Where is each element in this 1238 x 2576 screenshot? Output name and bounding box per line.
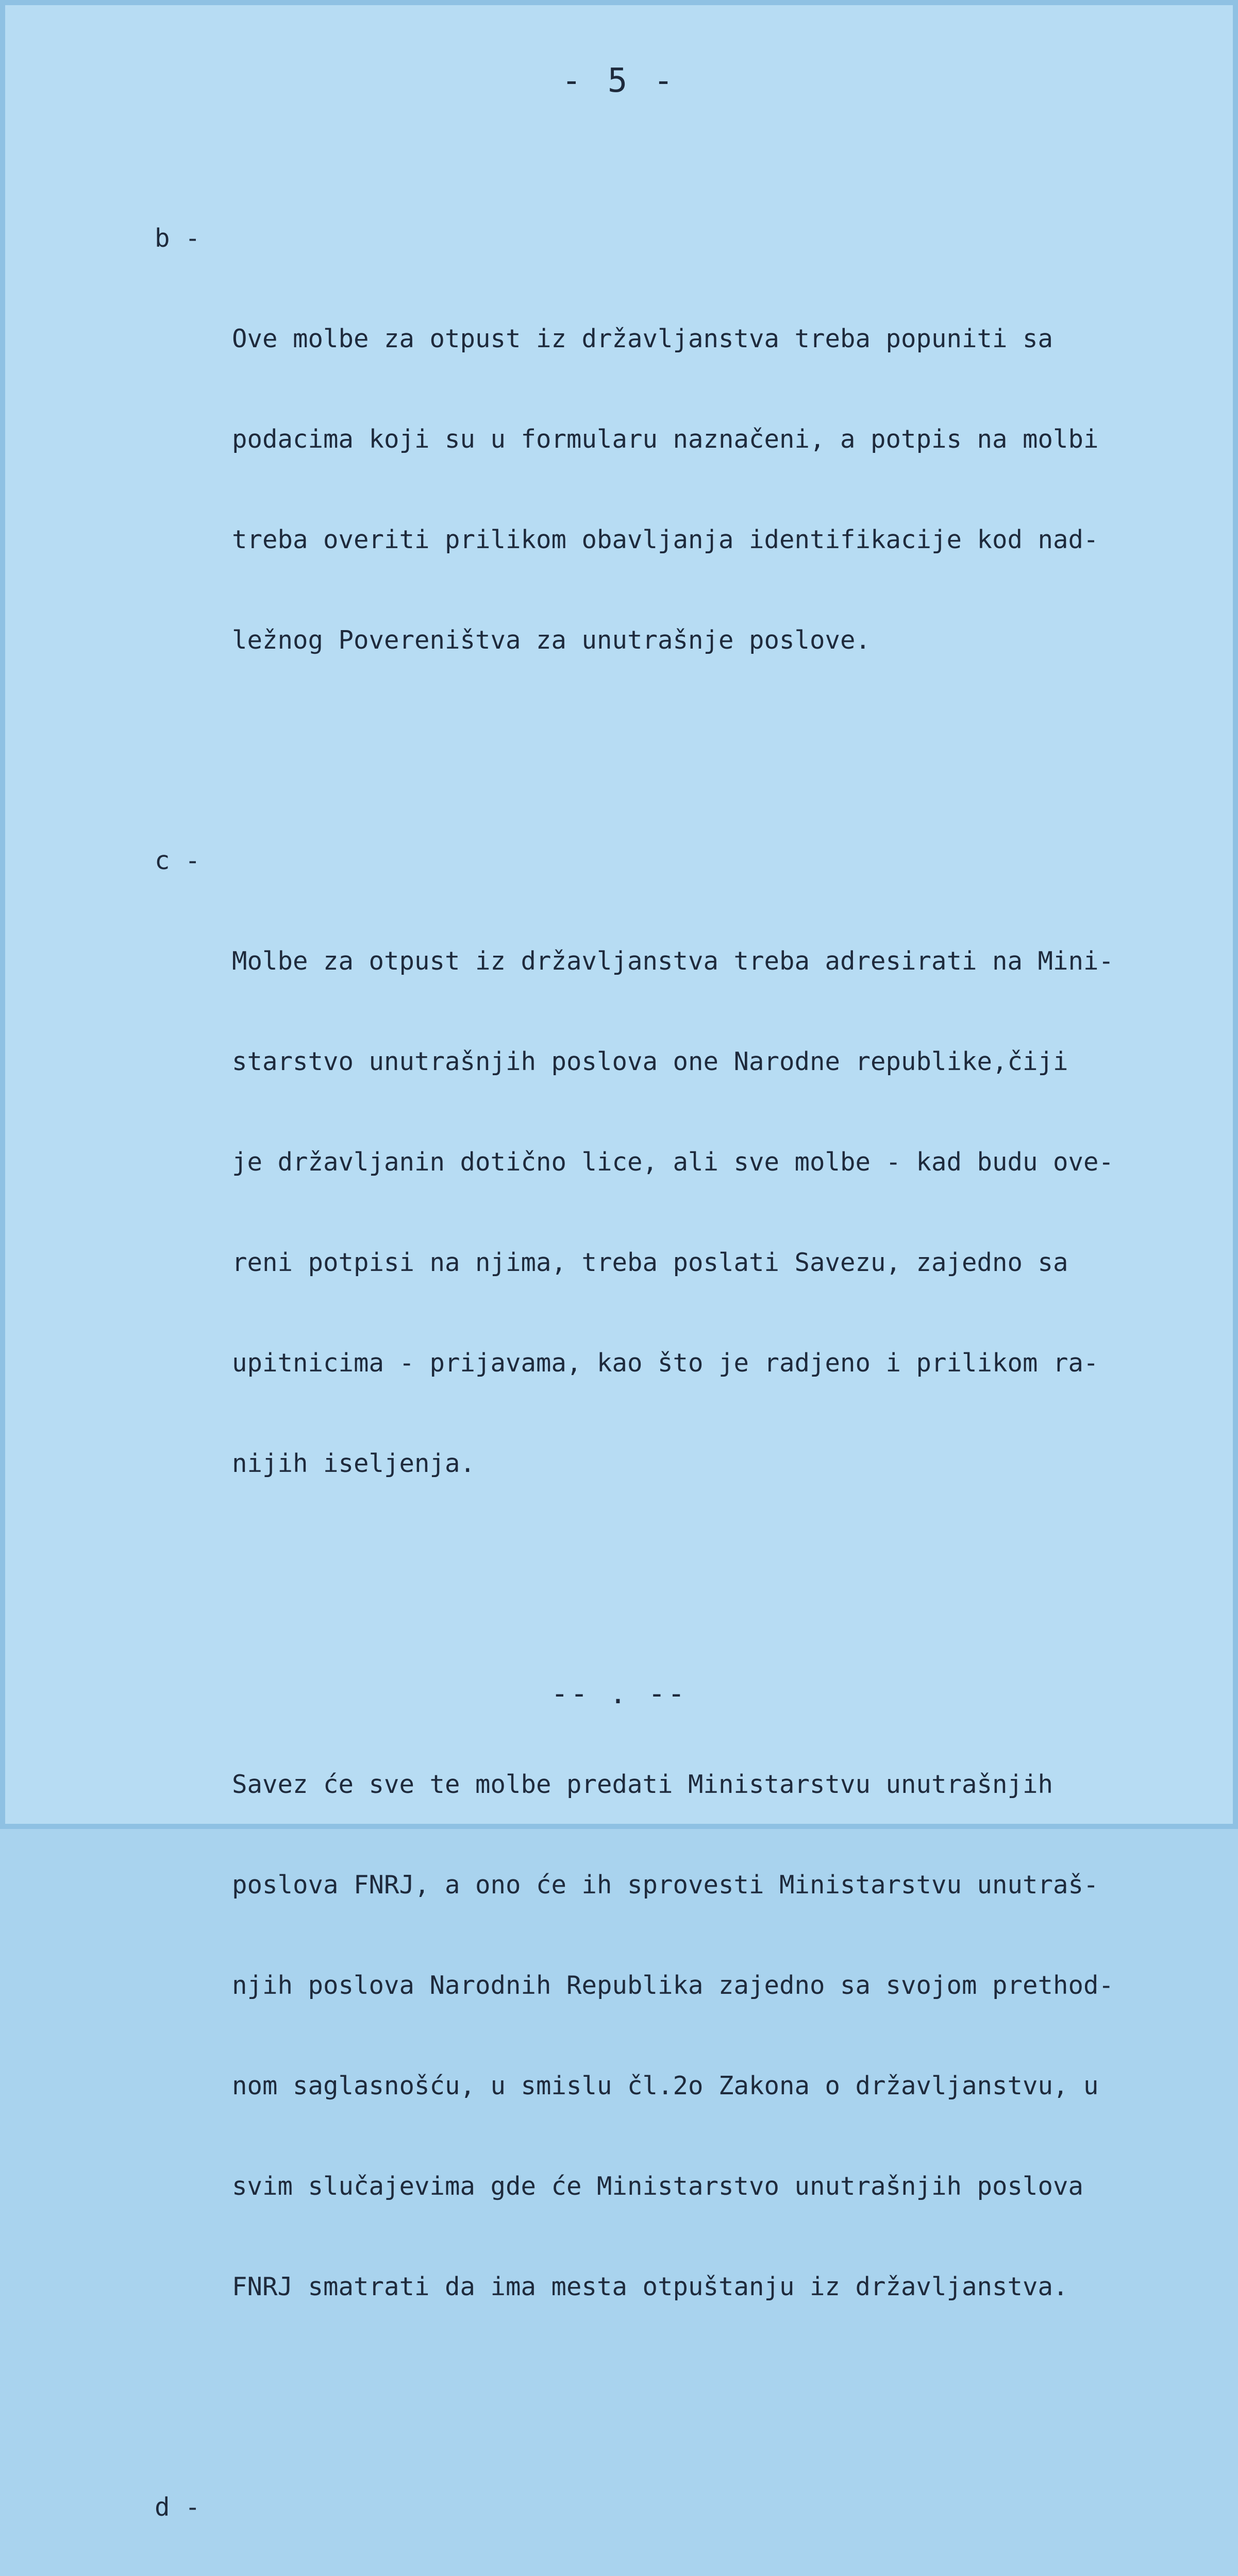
item-b	[155, 222, 1191, 724]
text-line: reni potpisi na njima, treba poslati Savezu, zajedno sa	[232, 1248, 1068, 1277]
text-line: ležnog Povereništva za unutrašnje poslove.	[232, 625, 871, 655]
body-text	[155, 121, 1191, 2576]
page-number: - 5 -	[561, 62, 677, 100]
text-line: podacima koji su u formularu naznačeni, a potpis na molbi	[232, 425, 1099, 454]
text-line: upitnicima - prijavama, kao što je radjeno i prilikom ra-	[232, 1348, 1099, 1378]
text-line: Molbe za otpust iz državljanstva treba adresirati na Mini-	[232, 946, 1114, 976]
item-d	[155, 2490, 1191, 2576]
text-line: Ove molbe za otpust iz državljanstva treba popuniti sa	[232, 324, 1053, 353]
text-line: starstvo unutrašnjih poslova one Narodne republike,čiji	[232, 1047, 1068, 1076]
text-line: nom saglasnošću, u smislu čl.2o Zakona o državljanstvu, u	[232, 2071, 1099, 2100]
text-line: Savez će sve te molbe predati Ministarstvu unutrašnjih	[232, 1770, 1053, 1799]
item-marker: d -	[155, 2493, 200, 2522]
item-marker: c -	[155, 846, 200, 875]
text-line: njih poslova Narodnih Republika zajedno sa svojom prethod-	[232, 1971, 1114, 2000]
end-mark: -- . --	[550, 1677, 687, 1710]
text-line: nijih iseljenja.	[232, 1449, 476, 1478]
text-line: je državljanin dotično lice, ali sve molbe - kad budu ove-	[232, 1147, 1114, 1177]
text-line: poslova FNRJ, a ono će ih sprovesti Ministarstvu unutraš-	[232, 1870, 1099, 1900]
item-c	[155, 844, 1191, 1547]
text-line: FNRJ smatrati da ima mesta otpuštanju iz državljanstva.	[232, 2272, 1068, 2301]
item-c-paragraph	[155, 1667, 1191, 2370]
text-line: treba overiti prilikom obavljanja identifikacije kod nad-	[232, 525, 1099, 554]
item-marker: b -	[155, 224, 200, 253]
text-line: svim slučajevima gde će Ministarstvo unutrašnjih poslova	[232, 2172, 1084, 2201]
